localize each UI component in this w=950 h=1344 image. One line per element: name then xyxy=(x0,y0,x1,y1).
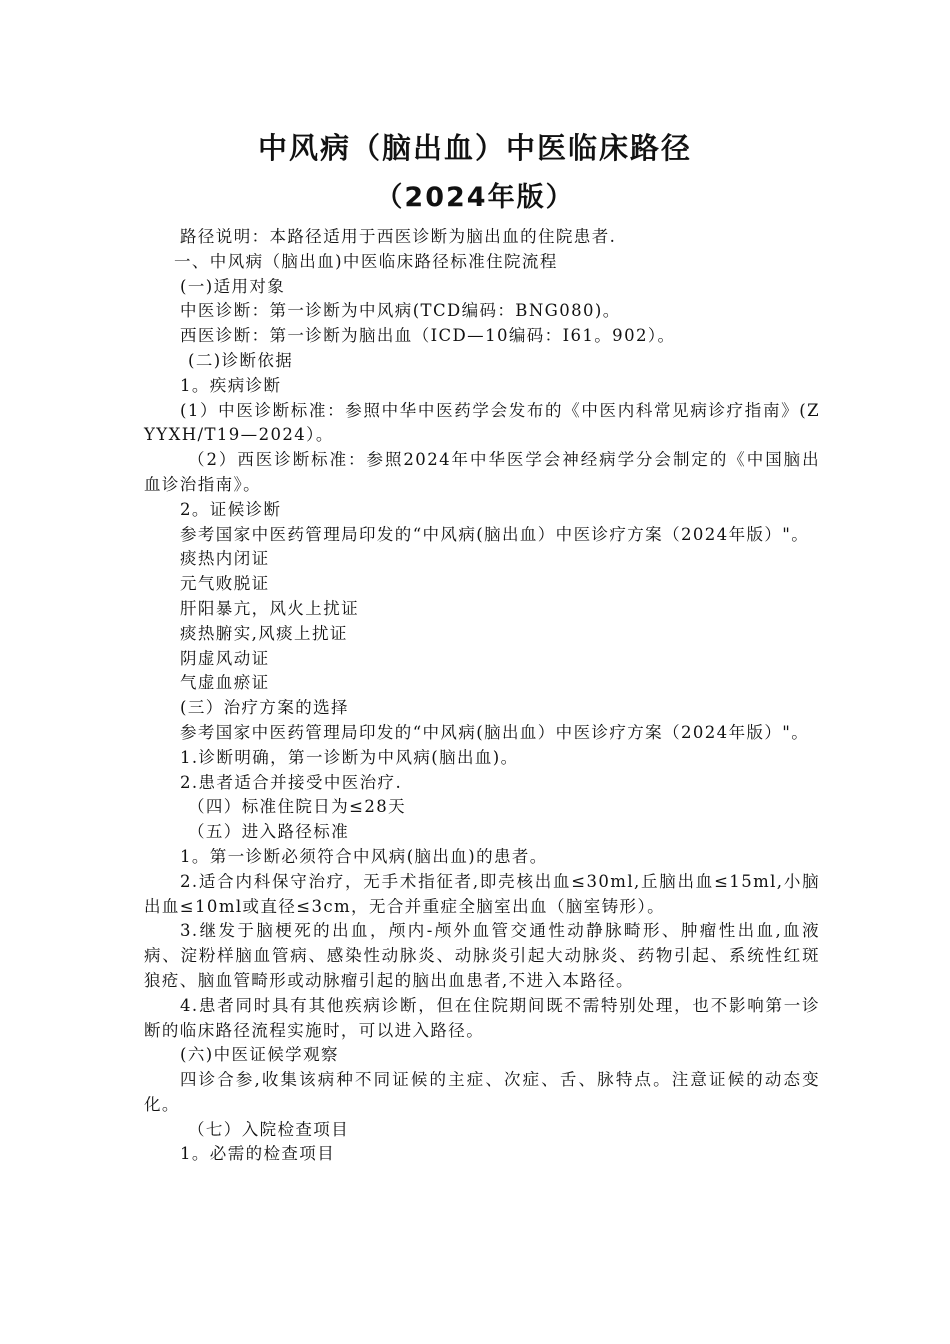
subsection-heading: （五）进入路径标准 xyxy=(188,822,350,842)
paragraph: 1。第一诊断必须符合中风病(脑出血)的患者。 xyxy=(180,846,548,866)
list-item: 肝阳暴亢，风火上扰证 xyxy=(180,598,359,618)
paragraph: 4.患者同时具有其他疾病诊断，但在住院期间既不需特别处理，也不影响第一诊断的临床路径流程实施时，可以进入路径。 xyxy=(144,995,820,1040)
paragraph: 1.诊断明确，第一诊断为中风病(脑出血)。 xyxy=(180,747,519,767)
paragraph: 1。疾病诊断 xyxy=(180,375,282,395)
document-title: 中风病（脑出血）中医临床路径 xyxy=(257,131,692,165)
paragraph: 中医诊断：第一诊断为中风病(TCD编码：BNG080)。 xyxy=(180,301,621,321)
paragraph: 3.继发于脑梗死的出血，颅内-颅外血管交通性动静脉畸形、肿瘤性出血,血液病、淀粉样脑血管病、感染性动脉炎、动脉炎引起大动脉炎、药物引起、系统性红斑狼疮、脑血管畸形或动脉瘤引起的脑出血患者,不进入本路径。 xyxy=(144,921,820,990)
document-subtitle: （2024年版） xyxy=(375,182,575,213)
list-item: 痰热腑实,风痰上扰证 xyxy=(180,623,348,643)
section-heading: 一、中风病（脑出血)中医临床路径标准住院流程 xyxy=(174,251,558,271)
paragraph: 参考国家中医药管理局印发的“中风病(脑出血）中医诊疗方案（2024年版）"。 xyxy=(180,524,810,544)
paragraph: 西医诊断：第一诊断为脑出血（ICD—10编码：I61。902）。 xyxy=(180,326,676,346)
paragraph: （2）西医诊断标准：参照2024年中华医学会神经病学分会制定的《中国脑出血诊治指南》。 xyxy=(144,450,820,494)
subsection-heading: (二)诊断依据 xyxy=(188,350,294,370)
document-body xyxy=(144,225,820,1167)
list-item: 阴虚风动证 xyxy=(180,648,270,668)
list-item: 气虚血瘀证 xyxy=(180,673,270,693)
paragraph: 1。必需的检查项目 xyxy=(180,1144,336,1164)
paragraph: 四诊合参,收集该病种不同证候的主症、次症、舌、脉特点。注意证候的动态变化。 xyxy=(144,1070,820,1114)
paragraph: 2.适合内科保守治疗，无手术指征者,即壳核出血≤30ml,丘脑出血≤15ml,小脑出血≤10ml或直径≤3cm，无合并重症全脑室出血（脑室铸形）。 xyxy=(144,871,820,916)
path-description: 路径说明：本路径适用于西医诊断为脑出血的住院患者. xyxy=(180,227,617,246)
subsection-heading: （七）入院检查项目 xyxy=(188,1119,350,1139)
subsection-heading: （四）标准住院日为≤28天 xyxy=(188,797,407,817)
paragraph: (1）中医诊断标准：参照中华中医药学会发布的《中医内科常见病诊疗指南》(ZYYXH/T19—2024）。 xyxy=(144,400,820,445)
subsection-heading: (一)适用对象 xyxy=(180,276,286,296)
subsection-heading: (六)中医证候学观察 xyxy=(180,1045,339,1065)
paragraph: 2。证候诊断 xyxy=(180,499,282,519)
paragraph: 2.患者适合并接受中医治疗. xyxy=(180,772,403,792)
list-item: 元气败脱证 xyxy=(180,574,270,594)
paragraph: 参考国家中医药管理局印发的“中风病(脑出血）中医诊疗方案（2024年版）"。 xyxy=(180,722,810,742)
subsection-heading: (三）治疗方案的选择 xyxy=(180,698,349,718)
list-item: 痰热内闭证 xyxy=(180,549,270,569)
